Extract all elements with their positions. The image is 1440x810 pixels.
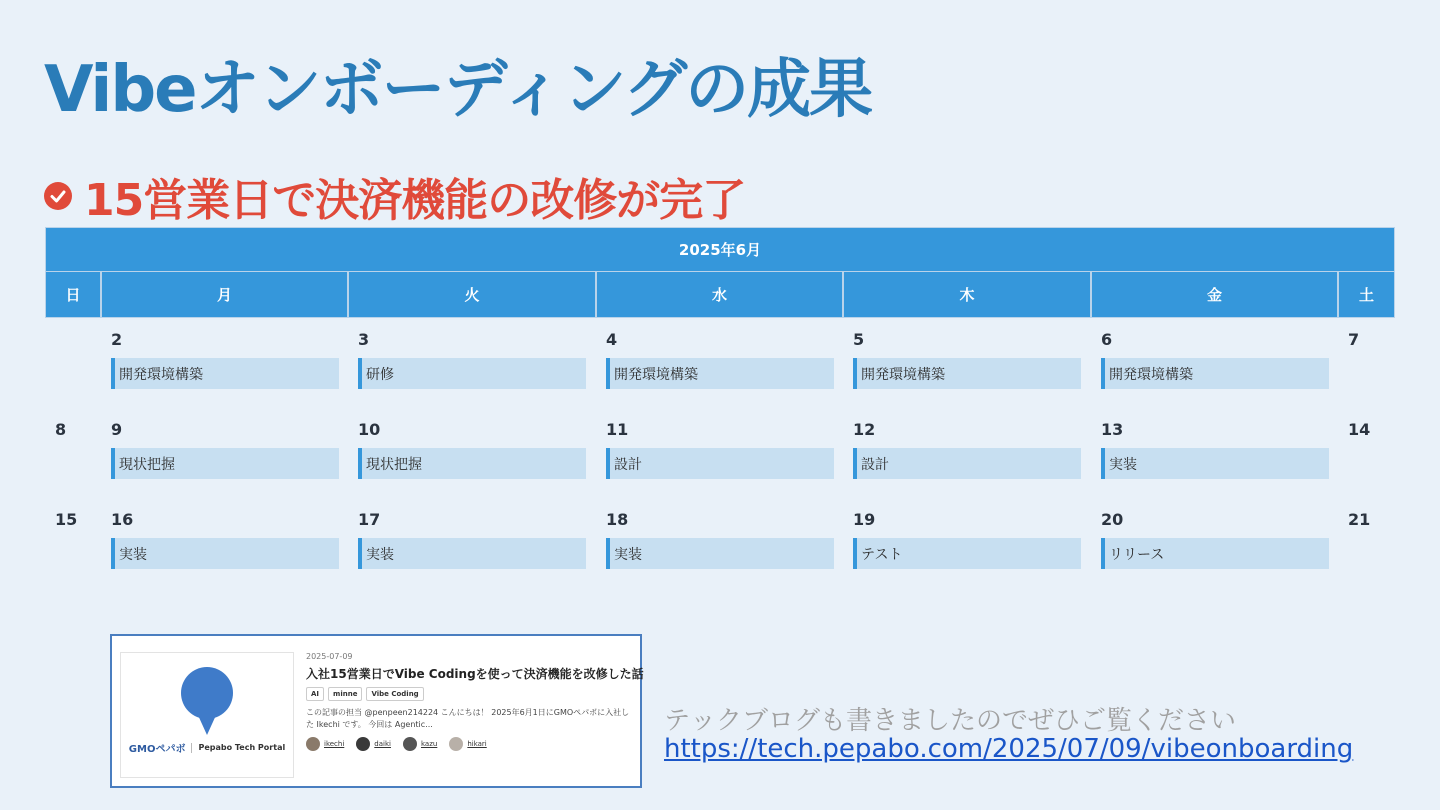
avatar <box>356 737 370 751</box>
blog-authors <box>306 737 636 751</box>
cta-text: テックブログも書きましたのでぜひご覧ください <box>664 706 1237 736</box>
author[interactable] <box>403 737 437 751</box>
day-number: 7 <box>1348 330 1360 349</box>
day-number: 12 <box>853 420 876 439</box>
day-number: 3 <box>358 330 370 349</box>
calendar-day-cell <box>348 408 596 498</box>
author-name: kazu <box>420 740 438 748</box>
calendar-day-cell <box>1091 408 1338 498</box>
calendar-day-cell <box>45 318 101 408</box>
calendar-day-cell <box>101 318 348 408</box>
calendar-day-cell <box>45 498 101 588</box>
weekday-fri: 金 <box>1091 272 1338 318</box>
author[interactable] <box>356 737 391 751</box>
day-number: 17 <box>358 510 381 529</box>
calendar-week <box>45 498 1395 588</box>
calendar-day-cell <box>1091 498 1338 588</box>
calendar-day-cell <box>843 408 1091 498</box>
calendar-day-cell <box>101 498 348 588</box>
day-number: 6 <box>1101 330 1113 349</box>
author-name: daiki <box>374 740 391 748</box>
avatar <box>403 737 417 751</box>
calendar <box>45 227 1395 588</box>
calendar-event: 設計 <box>853 448 1081 479</box>
blog-excerpt: この記事の担当 @penpeen214224 こんにちは！ 2025年6月1日にGMOペパボに入社した Ikechi です。 今回は Agentic... <box>306 708 630 729</box>
day-number: 11 <box>606 420 629 439</box>
calendar-day-cell <box>101 408 348 498</box>
calendar-event: 開発環境構築 <box>111 358 339 389</box>
calendar-month-header: 2025年6月 <box>45 227 1395 272</box>
author-name: hikari <box>467 740 487 748</box>
calendar-event: 開発環境構築 <box>606 358 834 389</box>
brand-portal-name: Pepabo Tech Portal <box>198 743 286 752</box>
day-number: 8 <box>55 420 67 439</box>
calendar-event: 現状把握 <box>358 448 586 479</box>
day-number: 15 <box>55 510 78 529</box>
calendar-event: リリース <box>1101 538 1329 569</box>
calendar-event: 実装 <box>111 538 339 569</box>
slide-title: Vibeオンボーディングの成果 <box>44 53 872 127</box>
day-number: 10 <box>358 420 381 439</box>
weekday-tue: 火 <box>348 272 596 318</box>
blog-title[interactable]: 入社15営業日でVibe Codingを使って決済機能を改修した話 <box>306 667 644 681</box>
day-number: 2 <box>111 330 123 349</box>
calendar-event: 実装 <box>358 538 586 569</box>
blog-link[interactable]: https://tech.pepabo.com/2025/07/09/vibeonboarding <box>664 734 1354 764</box>
weekday-mon: 月 <box>101 272 348 318</box>
calendar-weekday-row <box>45 272 1395 318</box>
day-number: 5 <box>853 330 865 349</box>
calendar-day-cell <box>348 318 596 408</box>
calendar-event: 実装 <box>606 538 834 569</box>
day-number: 14 <box>1348 420 1371 439</box>
calendar-event: 開発環境構築 <box>1101 358 1329 389</box>
slide-subtitle <box>44 164 745 228</box>
day-number: 9 <box>111 420 123 439</box>
weekday-thu: 木 <box>843 272 1091 318</box>
author[interactable] <box>449 737 486 751</box>
blog-tags <box>306 687 636 701</box>
day-number: 16 <box>111 510 134 529</box>
calendar-day-cell <box>843 318 1091 408</box>
day-number: 21 <box>1348 510 1371 529</box>
calendar-event: テスト <box>853 538 1081 569</box>
calendar-day-cell <box>1338 318 1395 408</box>
speech-bubble-icon <box>179 667 235 737</box>
avatar <box>449 737 463 751</box>
calendar-day-cell <box>596 408 843 498</box>
calendar-event: 実装 <box>1101 448 1329 479</box>
check-circle-icon <box>44 182 72 210</box>
calendar-week <box>45 408 1395 498</box>
calendar-week <box>45 318 1395 408</box>
day-number: 20 <box>1101 510 1124 529</box>
calendar-event: 研修 <box>358 358 586 389</box>
day-number: 19 <box>853 510 876 529</box>
weekday-sat: 土 <box>1338 272 1395 318</box>
calendar-day-cell <box>1338 498 1395 588</box>
calendar-event: 開発環境構築 <box>853 358 1081 389</box>
subtitle-text: 15営業日で決済機能の改修が完了 <box>84 175 746 226</box>
brand-divider <box>191 743 192 753</box>
calendar-day-cell <box>1091 318 1338 408</box>
calendar-day-cell <box>596 318 843 408</box>
calendar-day-cell <box>843 498 1091 588</box>
calendar-day-cell <box>348 498 596 588</box>
blog-date: 2025-07-09 <box>306 652 353 661</box>
calendar-day-cell <box>596 498 843 588</box>
calendar-day-cell <box>45 408 101 498</box>
brand-logo: GMOペパボ <box>128 744 186 755</box>
blog-card-thumbnail <box>120 652 294 778</box>
day-number: 4 <box>606 330 618 349</box>
weekday-wed: 水 <box>596 272 843 318</box>
calendar-weeks <box>45 318 1395 588</box>
author-name: ikechi <box>324 740 345 748</box>
calendar-event: 現状把握 <box>111 448 339 479</box>
day-number <box>55 330 93 350</box>
avatar <box>306 737 320 751</box>
blog-card-body <box>306 652 644 751</box>
tag[interactable]: AI <box>306 687 324 701</box>
day-number: 18 <box>606 510 629 529</box>
brand-row <box>121 740 293 755</box>
blog-card[interactable] <box>110 634 642 788</box>
calendar-day-cell <box>1338 408 1395 498</box>
tag[interactable]: minne <box>328 687 362 701</box>
tag[interactable]: Vibe Coding <box>366 687 423 701</box>
weekday-sun: 日 <box>45 272 101 318</box>
day-number: 13 <box>1101 420 1124 439</box>
author[interactable] <box>306 737 344 751</box>
calendar-event: 設計 <box>606 448 834 479</box>
